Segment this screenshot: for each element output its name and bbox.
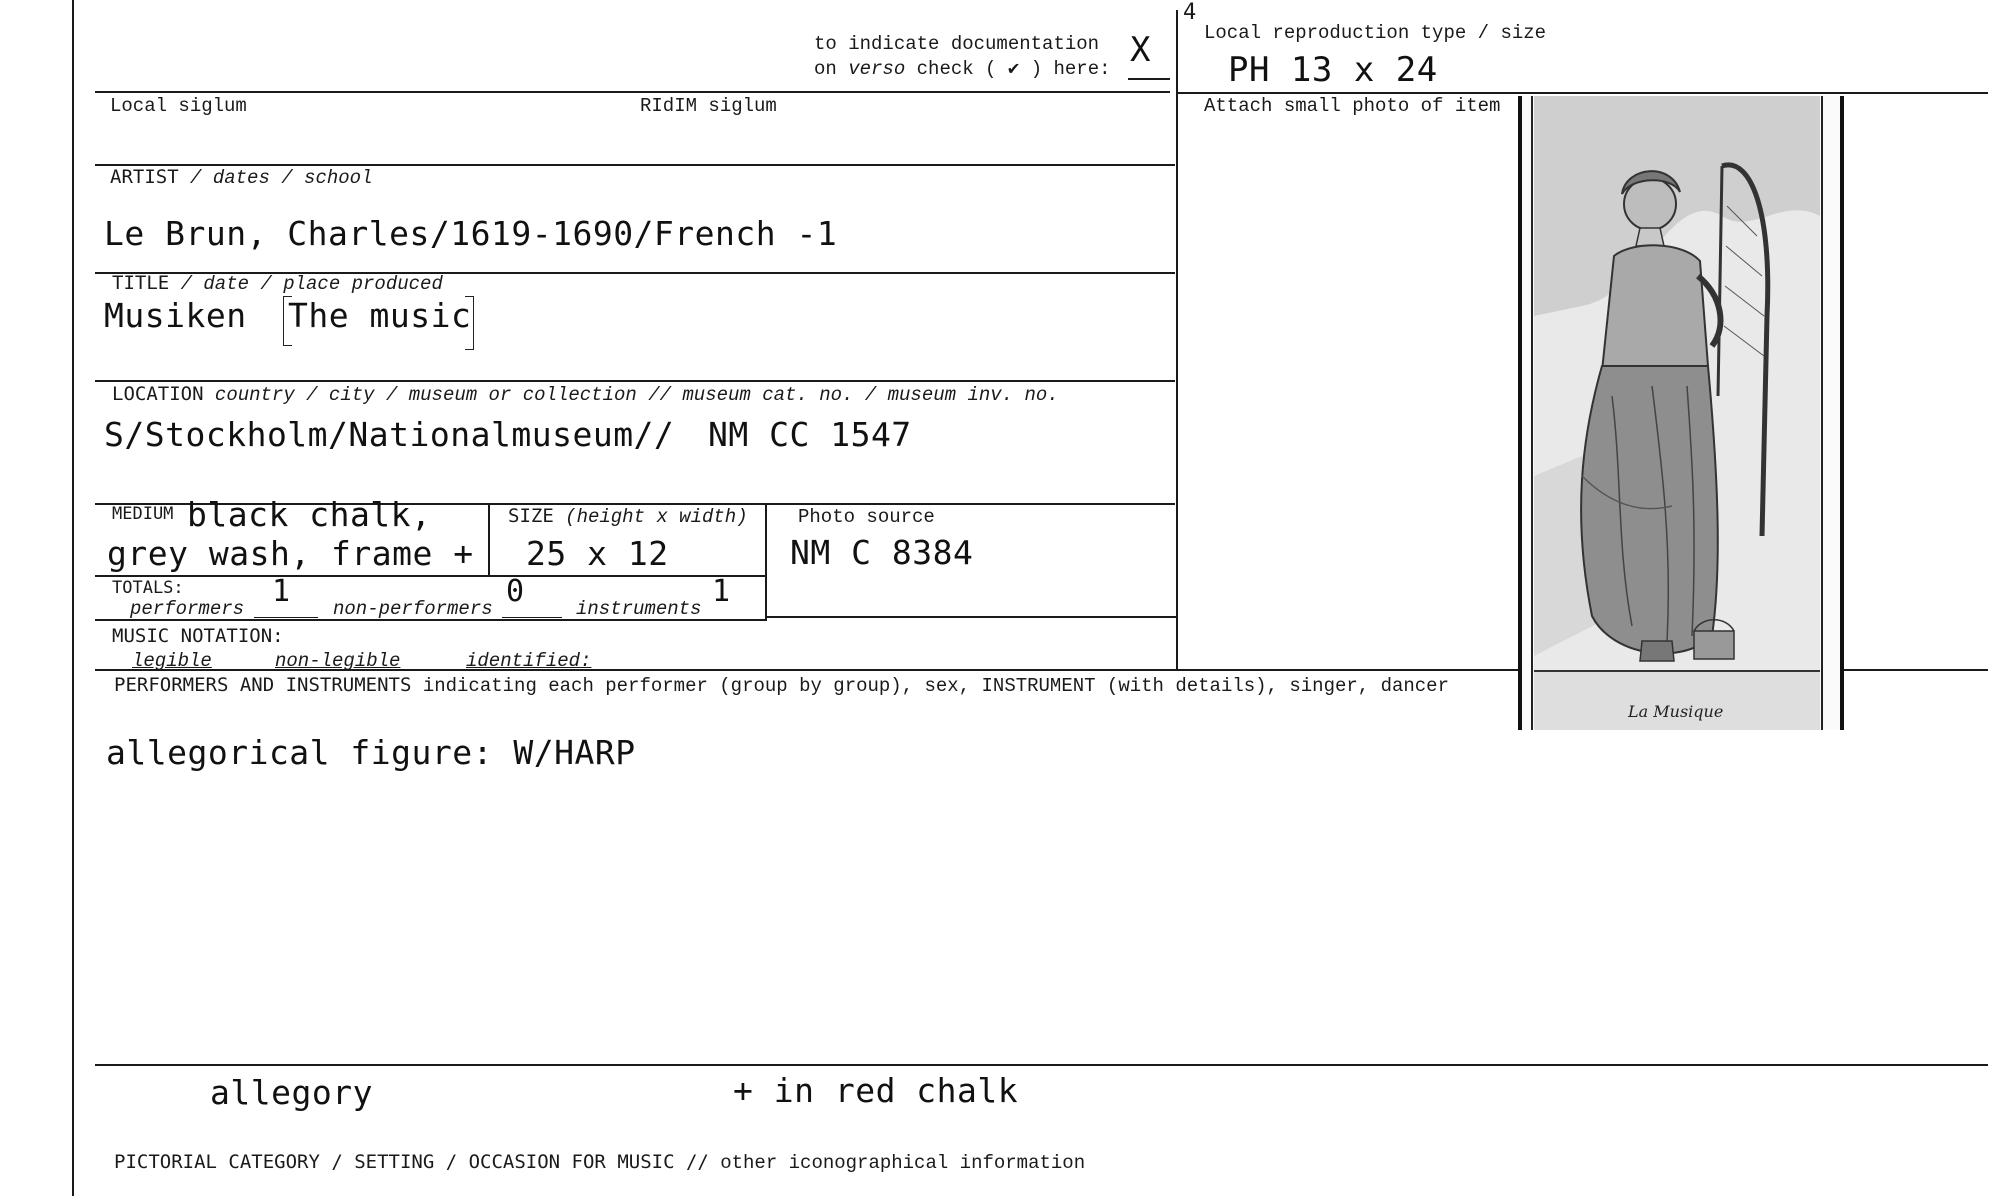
title-label-italic: / date / place produced	[169, 273, 443, 295]
title-bracket-right	[465, 296, 474, 350]
instruments-label	[576, 598, 701, 620]
verso-italic-text: verso	[848, 58, 906, 80]
top-section-rule	[95, 91, 1170, 93]
verso-instruction-line2	[814, 57, 1111, 80]
performers-instruments-value[interactable]: allegorical figure: W/HARP	[106, 733, 636, 772]
location-inv-value[interactable]: NM CC 1547	[708, 415, 912, 454]
non-performers-label-text: non-performers	[333, 598, 493, 620]
verso-instruction-text: to indicate documentation	[814, 33, 1100, 55]
notation-non-legible[interactable]	[275, 650, 400, 672]
notation-identified[interactable]	[466, 650, 591, 672]
notation-legible-text: legible	[132, 650, 212, 672]
location-value[interactable]: S/Stockholm/Nationalmuseum//	[104, 415, 675, 454]
totals-label: TOTALS:	[112, 578, 184, 598]
medium-size-divider	[488, 503, 490, 575]
attach-photo-label: Attach small photo of item	[1204, 95, 1501, 117]
verso-post-text: check ( ✔ ) here:	[905, 58, 1111, 80]
photo-source-value[interactable]: NM C 8384	[790, 533, 974, 572]
size-value[interactable]: 25 x 12	[526, 534, 669, 573]
local-siglum-label: Local siglum	[110, 95, 247, 117]
ridim-siglum-label: RIdIM siglum	[640, 95, 777, 117]
title-value-bracketed[interactable]: The music	[288, 296, 472, 335]
category-value-left[interactable]: allegory	[210, 1073, 373, 1112]
performers-label-rest: indicating each performer (group by group), sex, INSTRUMENT (with details), singer, dancer	[411, 675, 1449, 697]
repro-label: Local reproduction type / size	[1204, 22, 1547, 44]
verso-instruction-line1	[814, 33, 1099, 55]
artist-value[interactable]: Le Brun, Charles/1619-1690/French -1	[104, 214, 838, 253]
medium-label: MEDIUM	[112, 504, 174, 524]
notation-legible[interactable]	[132, 650, 212, 672]
instruments-label-text: instruments	[576, 598, 702, 620]
non-performers-blank	[502, 617, 562, 618]
center-vertical-rule	[1176, 10, 1178, 670]
performers-instruments-label	[114, 674, 1449, 697]
notation-non-legible-text: non-legible	[275, 650, 401, 672]
pictorial-category-label	[114, 1151, 1085, 1174]
performers-label-caps: PERFORMERS AND INSTRUMENTS	[114, 674, 412, 696]
photo-source-bottom-rule	[767, 616, 1177, 618]
artist-label	[110, 166, 372, 189]
verso-underline	[1128, 78, 1170, 80]
performers-label	[130, 598, 244, 620]
photo-caption: La Musique	[1628, 702, 1724, 721]
title-label	[112, 272, 443, 295]
category-top-rule	[95, 1064, 1988, 1066]
corner-mark: 4	[1183, 0, 1197, 25]
category-label-rest: other iconographical information	[708, 1152, 1086, 1174]
verso-pre-text: on	[814, 58, 849, 80]
attached-photo	[1518, 96, 1844, 730]
instruments-value[interactable]: 1	[712, 574, 731, 609]
medium-value-line2[interactable]: grey wash, frame +	[107, 534, 474, 573]
medium-bottom-rule	[95, 575, 767, 577]
location-label-italic: country / city / museum or collection // museum cat. no. / museum inv. no.	[203, 384, 1059, 406]
location-label	[112, 383, 1059, 406]
artist-label-caps: ARTIST	[110, 166, 179, 188]
title-label-caps: TITLE	[112, 272, 170, 294]
music-notation-label: MUSIC NOTATION:	[112, 625, 284, 647]
title-bottom-rule	[95, 380, 1175, 382]
repro-rule	[1178, 92, 1988, 94]
performers-value[interactable]: 1	[272, 574, 291, 609]
size-label	[508, 505, 748, 528]
left-margin-rule	[72, 0, 74, 1196]
size-label-caps: SIZE	[508, 505, 554, 527]
repro-value[interactable]: PH 13 x 24	[1228, 50, 1438, 90]
photo-source-label: Photo source	[798, 506, 935, 528]
notation-identified-text: identified:	[466, 650, 592, 672]
performers-label-text: performers	[130, 598, 245, 620]
non-performers-value[interactable]: 0	[506, 574, 525, 609]
location-label-caps: LOCATION	[112, 383, 204, 405]
allegorical-figure-with-harp-drawing	[1522, 96, 1840, 730]
performers-blank	[254, 617, 318, 618]
size-label-italic: (height x width)	[553, 506, 748, 528]
size-photo-divider	[765, 503, 767, 621]
non-performers-label	[333, 598, 493, 620]
category-value-right[interactable]: + in red chalk	[733, 1071, 1019, 1110]
verso-checkbox-mark[interactable]: X	[1130, 30, 1151, 70]
title-value-main[interactable]: Musiken	[104, 296, 247, 335]
medium-value-line1[interactable]: black chalk,	[187, 495, 432, 534]
category-label-caps: PICTORIAL CATEGORY / SETTING / OCCASION FOR MUSIC //	[114, 1151, 709, 1173]
artist-label-italic: / dates / school	[178, 167, 373, 189]
